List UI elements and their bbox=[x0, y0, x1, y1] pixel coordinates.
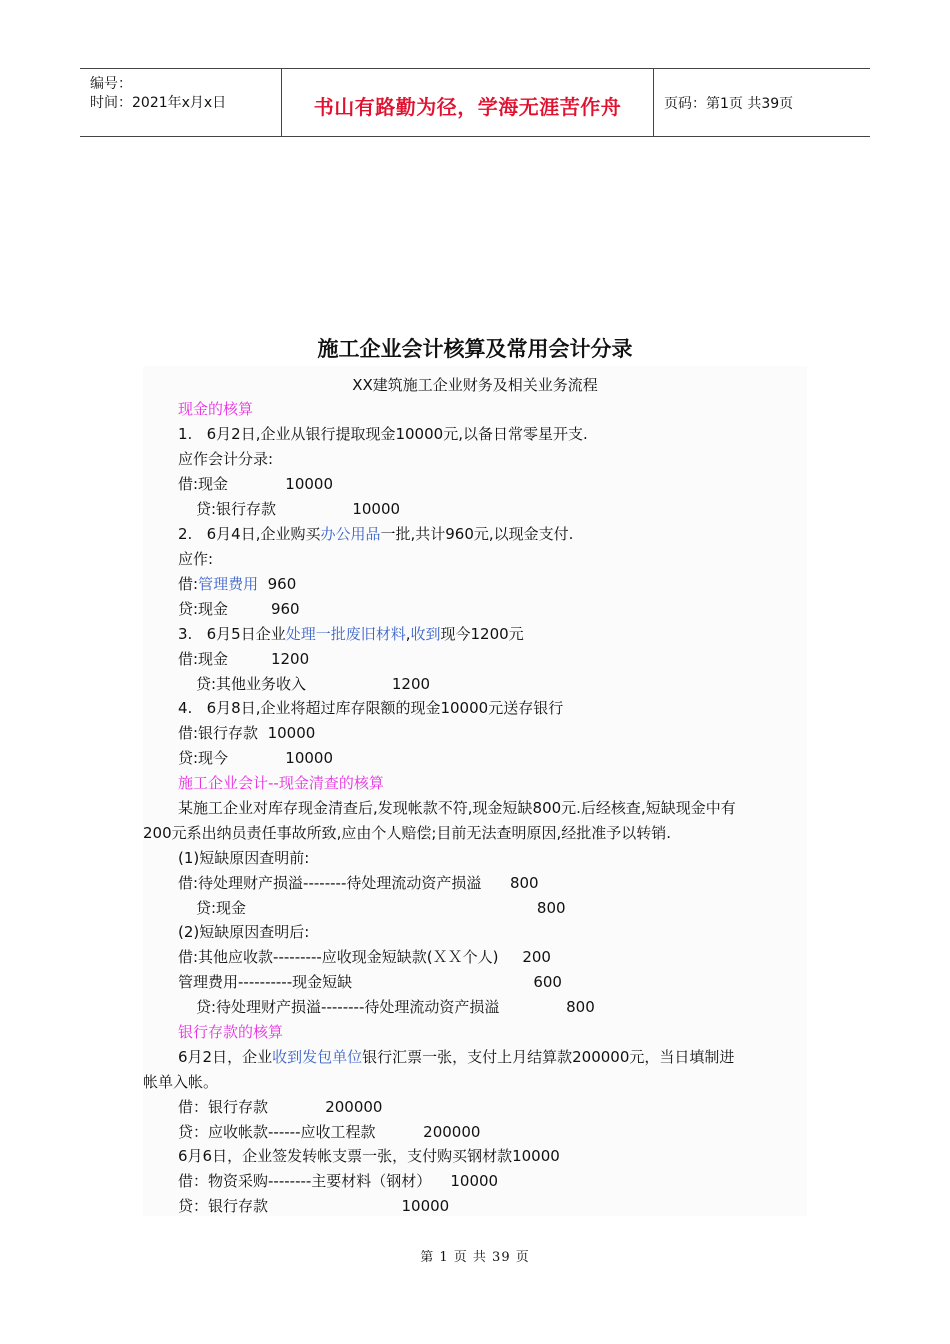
page-header bbox=[80, 68, 870, 137]
document-subtitle: XX建筑施工企业财务及相关业务流程 bbox=[352, 376, 598, 394]
entry-line: 4. 6月8日,企业将超过库存限额的现金10000元送存银行 bbox=[178, 699, 564, 717]
entry-line: 借：银行存款 200000 bbox=[178, 1098, 383, 1116]
section-heading-cash[interactable]: 现金的核算 bbox=[178, 400, 254, 418]
time-label: 时间：2021年x月x日 bbox=[90, 95, 227, 111]
entry-line: 贷:其他业务收入 1200 bbox=[196, 675, 431, 693]
section-heading-bank[interactable]: 银行存款的核算 bbox=[178, 1023, 284, 1041]
entry-line: 3. 6月5日企业处理一批废旧材料,收到现今1200元 bbox=[178, 625, 524, 643]
entry-line: 贷:现金 800 bbox=[196, 899, 566, 917]
document-title: 施工企业会计核算及常用会计分录 bbox=[317, 336, 633, 361]
motto: 书山有路勤为径，学海无涯苦作舟 bbox=[313, 95, 622, 119]
entry-line: 贷:现金 960 bbox=[178, 600, 300, 618]
header-motto-cell bbox=[282, 69, 654, 136]
link-dispose-materials[interactable]: 处理一批废旧材料 bbox=[285, 625, 406, 643]
page-footer: 第 1 页 共 39 页 bbox=[420, 1250, 530, 1265]
paragraph-line: 某施工企业对库存现金清查后,发现帐款不符,现金短缺800元.后经核查,短缺现金中有 bbox=[178, 799, 736, 817]
page-info: 页码：第1页 共39页 bbox=[664, 96, 794, 112]
entry-line: 借:银行存款 10000 bbox=[178, 724, 316, 742]
number-label: 编号： bbox=[90, 76, 132, 92]
header-meta-cell bbox=[80, 69, 282, 136]
entry-line: 借:管理费用 960 bbox=[178, 575, 297, 593]
paragraph-line: 200元系出纳员责任事故所致,应由个人赔偿;目前无法查明原因,经批准予以转销. bbox=[143, 824, 671, 842]
link-employer[interactable]: 发包单位 bbox=[302, 1048, 363, 1066]
entry-line: 应作: bbox=[178, 550, 214, 568]
entry-line: 6月6日，企业签发转帐支票一张，支付购买钢材款10000 bbox=[178, 1147, 560, 1165]
entry-line: 贷:待处理财产损溢--------待处理流动资产损溢 800 bbox=[196, 998, 595, 1016]
entry-line: 借:现金 10000 bbox=[178, 475, 333, 493]
link-management-fee[interactable]: 管理费用 bbox=[198, 575, 259, 593]
paragraph-line: 帐单入帐。 bbox=[143, 1073, 219, 1091]
entry-line: 借:待处理财产损溢--------待处理流动资产损溢 800 bbox=[178, 874, 539, 892]
entry-line: (2)短缺原因查明后: bbox=[178, 923, 310, 941]
entry-line: 借:其他应收款---------应收现金短缺款(ＸＸ个人) 200 bbox=[178, 948, 551, 966]
section-heading-cash-check[interactable]: 施工企业会计--现金清查的核算 bbox=[178, 774, 384, 792]
entry-line: 借:现金 1200 bbox=[178, 650, 310, 668]
entry-line: 1. 6月2日,企业从银行提取现金10000元,以备日常零星开支. bbox=[178, 425, 588, 443]
paragraph-line: 6月2日，企业收到发包单位银行汇票一张，支付上月结算款200000元，当日填制进 bbox=[178, 1048, 735, 1066]
entry-line: (1)短缺原因查明前: bbox=[178, 849, 310, 867]
entry-line: 贷：应收帐款------应收工程款 200000 bbox=[178, 1123, 481, 1141]
entry-line: 贷:现今 10000 bbox=[178, 749, 333, 767]
entry-line: 管理费用----------现金短缺 600 bbox=[178, 973, 562, 991]
entry-line: 借：物资采购--------主要材料（钢材） 10000 bbox=[178, 1172, 499, 1190]
entry-line: 贷:银行存款 10000 bbox=[196, 500, 401, 518]
entry-line: 2. 6月4日,企业购买办公用品一批,共计960元,以现金支付. bbox=[178, 525, 574, 543]
link-received[interactable]: 收到 bbox=[410, 625, 441, 643]
entry-line: 贷：银行存款 10000 bbox=[178, 1197, 450, 1215]
link-office-supplies[interactable]: 办公用品 bbox=[320, 525, 381, 543]
link-received-bank[interactable]: 收到 bbox=[272, 1048, 303, 1066]
header-page-cell bbox=[654, 69, 870, 136]
entry-line: 应作会计分录: bbox=[178, 450, 274, 468]
